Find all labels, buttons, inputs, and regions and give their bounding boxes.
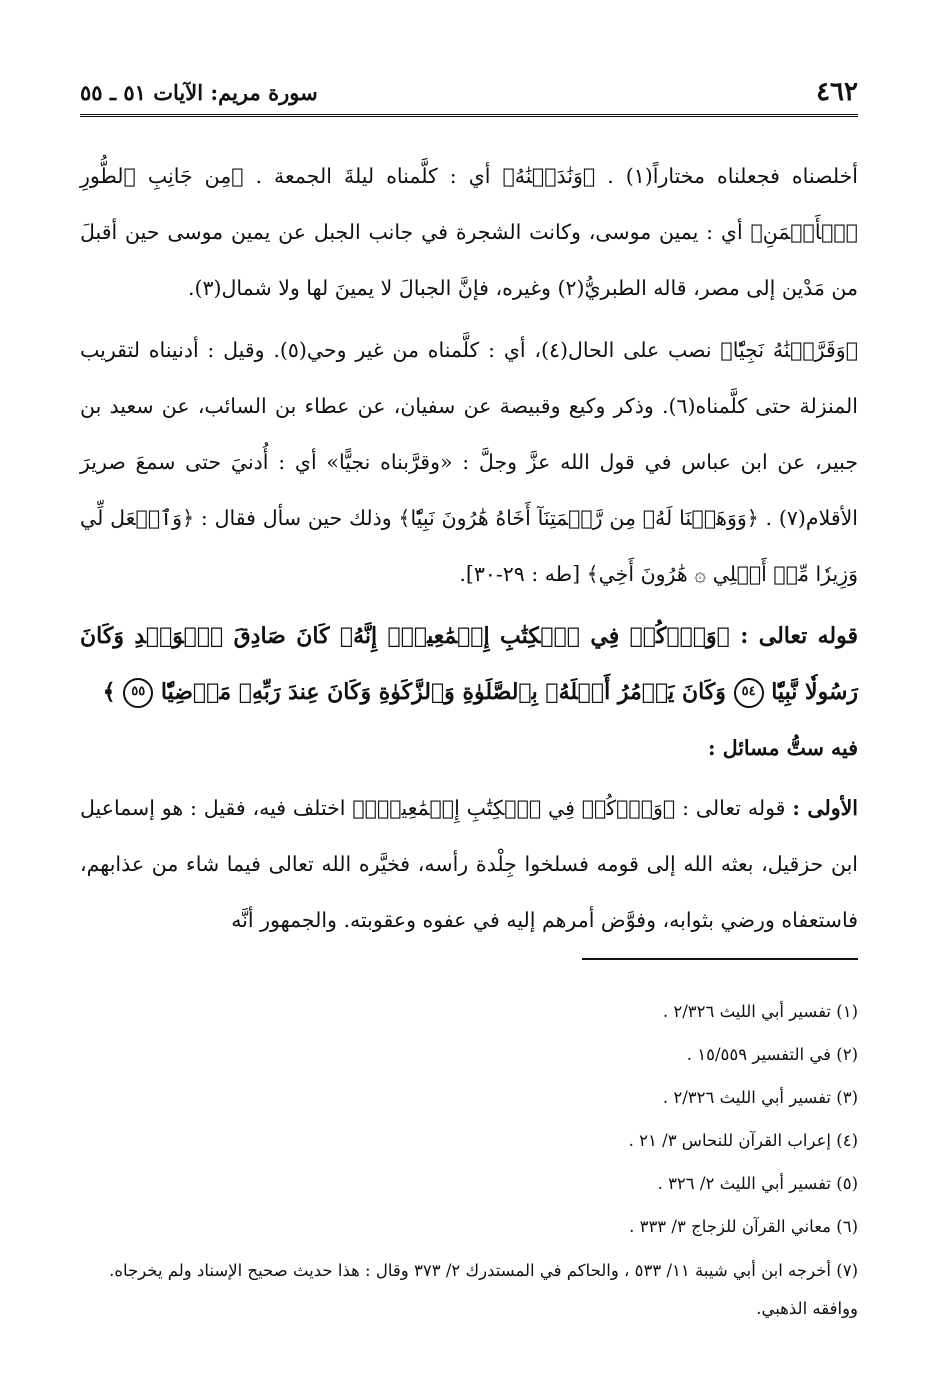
- page-header: [80, 72, 858, 112]
- issue-label: الأولى :: [792, 796, 858, 820]
- footnotes: [80, 990, 858, 1328]
- verse-54-text: ﴿وَٱذۡكُرۡ فِي ٱلۡكِتَٰبِ إِسۡمَٰعِيلَۚ إِنَّهُۥ كَانَ صَادِقَ ٱلۡوَعۡدِ وَكَانَ رَسُولٗا نَّبِيّٗا: [80, 623, 858, 705]
- paragraph-3: [80, 780, 858, 948]
- ayah-marker-54: ٥٤: [734, 678, 764, 708]
- main-text: [80, 148, 858, 954]
- header-divider: [80, 114, 858, 117]
- paragraph-1: أخلصناه فجعلناه مختاراً(١) . ﴿وَنَٰدَيۡنَٰهُ﴾ أي : كلَّمناه ليلةَ الجمعة . ﴿مِن جَانِبِ ٱلطُّورِ ٱلۡأَيۡمَنِ﴾ أي : يمين موسى، وكانت الشجرة في جانب الجبل عن يمين موسى حين أقبلَ من مَدْين إلى مصر، قاله الطبريُّ(٢) وغيره، فإنَّ الجبالَ لا يمينَ لها ولا شمال(٣).: [80, 164, 858, 300]
- paragraph-3-text: قوله تعالى : ﴿وَٱذۡكُرۡ فِي ٱلۡكِتَٰبِ إِسۡمَٰعِيلَۚ﴾ اختلف فيه، فقيل : هو إسماعيل ابن حزقيل، بعثه الله إلى قومه فسلخوا جِلْدة رأسه، فخيَّره الله تعالى فيما شاء من عذابهم، فاستعفاه ورضي بثوابه، وفوَّض أمرهم إليه في عفوه وعقوبته. والجمهور أنَّه: [80, 796, 858, 932]
- verse-close-bracket: ﴾: [102, 679, 116, 705]
- sub-heading: فيه ستُّ مسائل :: [707, 736, 858, 760]
- footnote-3: (٣) تفسير أبي الليث ٢/٣٢٦ .: [662, 1088, 858, 1107]
- verse-heading-label: قوله تعالى :: [740, 623, 858, 649]
- footnote-6: (٦) معاني القرآن للزجاج ٣/ ٣٣٣ .: [629, 1217, 858, 1236]
- footnote-divider: [582, 958, 858, 960]
- footnote-7: (٧) أخرجه ابن أبي شيبة ١١/ ٥٣٣ ، والحاكم في المستدرك ٢/ ٣٧٣ وقال : هذا حديث صحيح الإسناد ولم يخرجاه. ووافقه الذهبي.: [109, 1261, 858, 1318]
- footnote-4: (٤) إعراب القرآن للنحاس ٣/ ٢١ .: [628, 1131, 858, 1150]
- footnote-5: (٥) تفسير أبي الليث ٢/ ٣٢٦ .: [657, 1174, 858, 1193]
- verse-55-text: وَكَانَ يَأۡمُرُ أَهۡلَهُۥ بِٱلصَّلَوٰةِ وَٱلزَّكَوٰةِ وَكَانَ عِندَ رَبِّهِۦ مَرۡضِيّٗا: [160, 679, 726, 705]
- page-number: ٤٦٢: [816, 77, 858, 107]
- verse-heading: [80, 608, 858, 720]
- footnote-2: (٢) في التفسير ١٥/٥٥٩ .: [686, 1045, 858, 1064]
- footnote-1: (١) تفسير أبي الليث ٢/٣٢٦ .: [662, 1002, 858, 1021]
- running-head: سورة مريم: الآيات ٥١ ـ ٥٥: [80, 79, 318, 105]
- paragraph-2: ﴿وَقَرَّبۡنَٰهُ نَجِيّٗا﴾ نصب على الحال(٤)، أي : كلَّمناه من غير وحي(٥). وقيل : أدنيناه لتقريب المنزلة حتى كلَّمناه(٦). وذكر وكيع وقبيصة عن سفيان، عن عطاء بن السائب، عن سعيد بن جبير، عن ابن عباس في قول الله عزَّ وجلَّ : «وقرَّبناه نجيًّا» أي : أُدنيَ حتى سمعَ صريرَ الأقلام(٧) . ﴿وَوَهَبۡنَا لَهُۥ مِن رَّحۡمَتِنَآ أَخَاهُ هَٰرُونَ نَبِيّٗا﴾ وذلك حين سأل فقال : ﴿وَٱجۡعَل لِّي وَزِيرٗا مِّنۡ أَهۡلِي ۞ هَٰرُونَ أَخِي﴾ [طه : ٢٩-٣٠].: [80, 338, 858, 586]
- ayah-marker-55: ٥٥: [123, 678, 153, 708]
